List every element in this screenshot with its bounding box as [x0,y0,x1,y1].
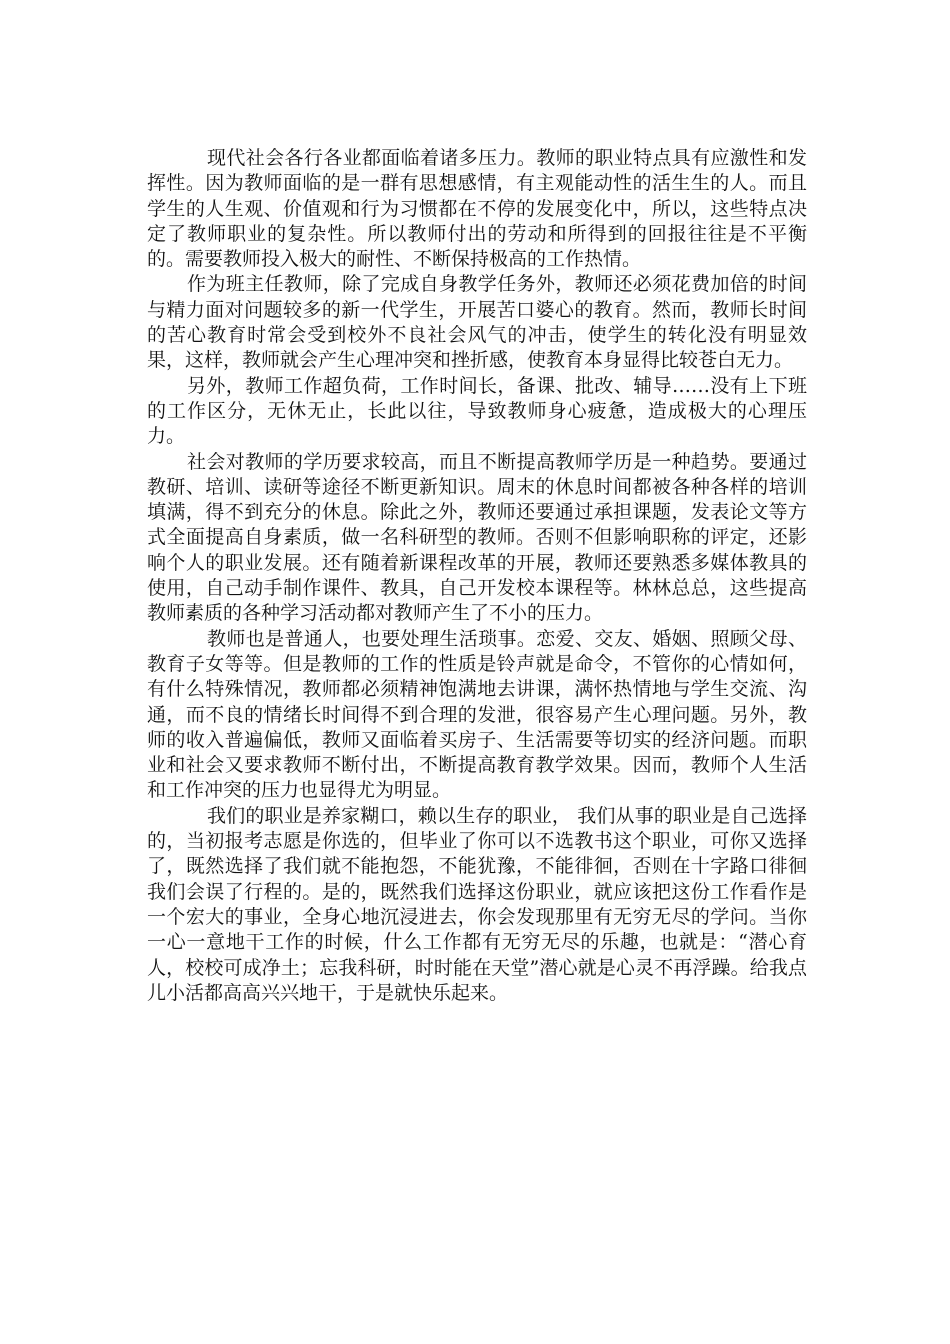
paragraph-1: 现代社会各行各业都面临着诸多压力。教师的职业特点具有应激性和发挥性。因为教师面临的是一群有思想感情，有主观能动性的活生生的人。而且学生的人生观、价值观和行为习惯都在不停的发展变化中，所以，这些特点决定了教师职业的复杂性。所以教师付出的劳动和所得到的回报往往是不平衡的。需要教师投入极大的耐性、不断保持极高的工作热情。 [147,147,807,271]
paragraph-4: 社会对教师的学历要求较高，而且不断提高教师学历是一种趋势。要通过教研、培训、读研等途径不断更新知识。周末的休息时间都被各种各样的培训填满，得不到充分的休息。除此之外，教师还要通过承担课题，发表论文等方式全面提高自身素质，做一名科研型的教师。否则不但影响职称的评定，还影响个人的职业发展。还有随着新课程改革的开展，教师还要熟悉多媒体教具的使用，自己动手制作课件、教具，自己开发校本课程等。林林总总，这些提高教师素质的各种学习活动都对教师产生了不小的压力。 [147,450,807,625]
paragraph-2: 作为班主任教师，除了完成自身教学任务外，教师还必须花费加倍的时间与精力面对问题较多的新一代学生，开展苦口婆心的教育。然而，教师长时间的苦心教育时常会受到校外不良社会风气的冲击，使学生的转化没有明显效果，这样，教师就会产生心理冲突和挫折感，使教育本身显得比较苍白无力。 [147,273,807,372]
document-body [147,146,807,1006]
paragraph-6: 我们的职业是养家糊口，赖以生存的职业， 我们从事的职业是自己选择的，当初报考志愿是你选的，但毕业了你可以不选教书这个职业，可你又选择了，既然选择了我们就不能抱怨，不能犹豫，不能徘徊，否则在十字路口徘徊我们会误了行程的。是的，既然我们选择这份职业，就应该把这份工作看作是一个宏大的事业，全身心地沉浸进去，你会发现那里有无穷无尽的学问。当你一心一意地干工作的时候，什么工作都有无穷无尽的乐趣，也就是：“潜心育人，校校可成净土；忘我科研，时时能在天堂”潜心就是心灵不再浮躁。给我点儿小活都高高兴兴地干，于是就快乐起来。 [147,804,807,1004]
paragraph-5: 教师也是普通人，也要处理生活琐事。恋爱、交友、婚姻、照顾父母、教育子女等等。但是教师的工作的性质是铃声就是命令，不管你的心情如何，有什么特殊情况，教师都必须精神饱满地去讲课，满怀热情地与学生交流、沟通，而不良的情绪长时间得不到合理的发泄，很容易产生心理问题。另外，教师的收入普遍偏低，教师又面临着买房子、生活需要等切实的经济问题。而职业和社会又要求教师不断付出，不断提高教育教学效果。因而，教师个人生活和工作冲突的压力也显得尤为明显。 [147,627,807,802]
paragraph-3: 另外，教师工作超负荷，工作时间长，备课、批改、辅导……没有上下班的工作区分，无休无止，长此以往，导致教师身心疲惫，造成极大的心理压力。 [147,374,807,448]
